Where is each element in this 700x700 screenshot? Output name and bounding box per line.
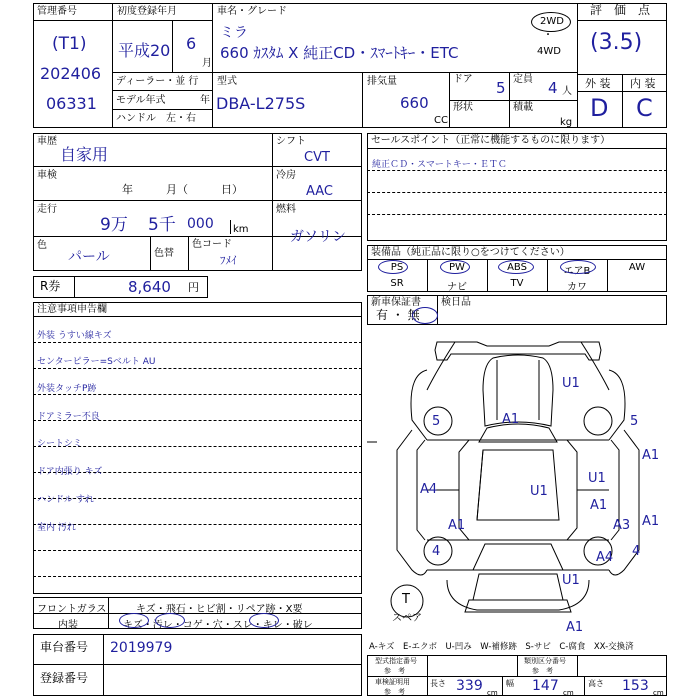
note-item: センターピラー=Sベルト AU	[37, 357, 156, 367]
damage-mark: U1	[530, 484, 548, 499]
note-item: シートシミ	[37, 439, 83, 449]
damage-mark: A3	[613, 518, 631, 533]
ac-label: 冷房	[276, 170, 296, 181]
divider	[212, 3, 213, 128]
divider	[74, 276, 75, 298]
reg-number-label: 登録番号	[40, 671, 89, 685]
equipment-leather: カワ	[567, 282, 587, 293]
mileage-sen: 5千	[148, 215, 176, 235]
score-value: (3.5)	[590, 30, 643, 55]
reg-month: 6	[186, 34, 197, 53]
damage-mark: U1	[562, 376, 580, 391]
rcoupon-unit: 円	[188, 281, 199, 294]
length-label: 長さ	[430, 679, 446, 688]
divider	[502, 676, 503, 696]
drive-dot: ・	[543, 30, 553, 41]
divider	[367, 148, 667, 149]
equipment-navi: ナビ	[447, 282, 467, 293]
interior-cond-label: 内装	[58, 620, 78, 631]
score-label: 評 価 点	[590, 3, 651, 17]
cert-label: 車検証明用	[375, 678, 410, 686]
chassis-label: 車台番号	[40, 640, 89, 654]
interior-cond-value: キズ・汚レ・コゲ・穴・スレ・キレ・破レ	[123, 620, 313, 631]
divider	[33, 20, 112, 21]
type-label: 型式	[217, 76, 237, 87]
height-value: 153	[622, 678, 649, 694]
divider	[112, 109, 212, 110]
equipment-aw: AW	[628, 262, 646, 273]
spare-mark: T	[402, 592, 410, 607]
note-item: 外装タッチP跡	[37, 384, 97, 394]
divider	[427, 655, 428, 676]
color-value: パール	[68, 249, 110, 265]
displacement-unit: CC	[434, 115, 448, 126]
circle-mark	[155, 613, 185, 628]
divider	[108, 597, 109, 629]
divider	[509, 72, 510, 100]
rcoupon-label: R券	[40, 279, 61, 293]
height-unit: cm	[653, 689, 664, 697]
displacement-value: 660	[400, 94, 429, 112]
warranty-value: 有 ・ 無	[376, 308, 420, 322]
displacement-label: 排気量	[367, 76, 397, 87]
handle-label: ハンドル 左・右	[116, 113, 196, 124]
load-unit: kg	[560, 117, 573, 128]
name-label: 車名・グレード	[217, 6, 287, 17]
mileage-rest: 000	[187, 216, 214, 232]
damage-mark: 5	[432, 414, 441, 429]
damage-mark: 4	[432, 544, 441, 559]
exterior-grade: D	[590, 94, 609, 122]
history-label: 車歴	[37, 136, 57, 147]
chassis-value: 2019979	[110, 640, 173, 656]
ac-value: AAC	[306, 184, 333, 199]
color-code-value: ﾌﾒｲ	[220, 254, 237, 267]
divider	[577, 3, 578, 128]
color-label: 色	[37, 240, 47, 251]
fuel-value: ガソリン	[290, 229, 346, 245]
divider	[577, 655, 578, 676]
equipment-sr: SR	[390, 278, 404, 289]
note-item: 室内 汚れ	[37, 523, 76, 533]
damage-mark: A1	[642, 514, 660, 529]
circle-mark	[249, 613, 279, 628]
shape-label: 形状	[453, 102, 473, 113]
damage-mark: A1	[502, 412, 520, 427]
mileage-label: 走行	[37, 204, 57, 215]
type-value: DBA-L275S	[216, 94, 306, 113]
door-label: ドア	[453, 74, 473, 85]
capacity-value: 4	[548, 79, 558, 97]
damage-mark: U1	[562, 573, 580, 588]
spare-label: スペア	[392, 613, 422, 624]
note-item: ドア内張り キズ	[37, 467, 103, 477]
width-unit: cm	[563, 689, 574, 697]
notes-rule	[33, 368, 362, 369]
divider	[509, 100, 510, 128]
height-label: 高さ	[588, 679, 604, 688]
divider	[112, 20, 212, 21]
date-label: 検日品	[441, 297, 471, 308]
drive-2wd: 2WD	[540, 16, 564, 27]
ref-label-3: 参 考	[384, 688, 405, 696]
divider	[367, 676, 667, 677]
divider	[103, 634, 104, 696]
length-unit: cm	[487, 689, 498, 697]
damage-legend: A-キズ E-エクボ U-凹み W-補修跡 S-サビ C-腐食 XX-交換済	[369, 642, 634, 652]
sales-rule	[367, 214, 667, 215]
circle-mark	[378, 260, 408, 274]
color-code-label: 色コード	[192, 239, 232, 250]
reg-era: 平成20	[118, 41, 171, 60]
category-label: 類別区分番号	[524, 657, 566, 665]
notes-rule	[33, 576, 362, 577]
fuel-label: 燃料	[276, 204, 296, 215]
circle-mark	[498, 260, 534, 274]
kanri-number-2: 06331	[46, 94, 97, 113]
shift-value: CVT	[304, 150, 330, 165]
interior-grade: C	[636, 94, 653, 122]
sales-rule	[367, 170, 667, 171]
kanri-number-1: 202406	[40, 64, 102, 83]
damage-mark: A4	[596, 550, 614, 565]
damage-mark: 5	[630, 414, 639, 429]
color-change-label: 色替	[154, 248, 174, 259]
divider	[427, 676, 428, 696]
damage-mark: U1	[588, 471, 606, 486]
equipment-tv: TV	[510, 278, 524, 289]
model-year-label: モデル年式	[116, 95, 166, 106]
sales-frame	[367, 133, 667, 241]
capacity-unit: 人	[562, 86, 572, 97]
car-grade: 660 ｶｽﾀﾑ X 純正CD・ｽﾏｰﾄｷｰ・ETC	[220, 44, 459, 62]
sales-title: セールスポイント（正常に機能するものに限ります）	[371, 135, 611, 146]
equipment-pw: PW	[449, 262, 465, 273]
divider	[437, 295, 438, 325]
note-item: ハンドル すれ	[37, 495, 94, 505]
damage-mark: 4	[632, 544, 641, 559]
notes-rule	[33, 342, 362, 343]
divider	[622, 74, 623, 128]
divider	[584, 676, 585, 696]
divider	[112, 90, 212, 91]
model-year-unit: 年	[200, 95, 210, 106]
reg-label: 初度登録年月	[117, 6, 177, 17]
notes-title: 注意事項申告欄	[37, 304, 107, 315]
load-label: 積載	[513, 102, 533, 113]
reg-month-unit: 月	[202, 58, 212, 69]
ref-label-1: 参 考	[384, 667, 405, 675]
equipment-airbag: エアB	[563, 266, 591, 277]
divider	[517, 655, 518, 676]
car-name: ミラ	[220, 25, 248, 41]
divider	[33, 166, 362, 167]
circle-mark	[412, 307, 438, 324]
sales-line: 純正ＣＤ・スマートキー・ＥＴＣ	[372, 160, 507, 170]
damage-mark: A4	[420, 482, 438, 497]
width-label: 幅	[506, 679, 514, 688]
equipment-title: 装備品（純正品に限り○をつけてください）	[371, 247, 570, 258]
sales-rule	[367, 192, 667, 193]
divider	[577, 20, 667, 21]
dealer-label: ディーラー・並 行	[116, 76, 199, 87]
front-glass-value: キズ・飛石・ヒビ割・リペア跡・X要	[136, 604, 303, 615]
shaken-label: 車検	[37, 170, 57, 181]
note-item: ドアミラー不良	[37, 412, 100, 422]
divider	[33, 316, 362, 317]
circle-mark	[560, 260, 596, 274]
shaken-format: 年 月（ 日）	[122, 183, 243, 196]
length-value: 339	[456, 678, 483, 694]
ref-label-2: 参 考	[532, 667, 553, 675]
type-designation-label: 型式指定番号	[375, 657, 417, 665]
divider	[172, 20, 173, 72]
door-value: 5	[496, 79, 506, 97]
divider	[362, 72, 363, 128]
divider	[33, 664, 362, 665]
divider	[272, 133, 273, 271]
damage-mark: A1	[566, 620, 584, 635]
interior-label: 内 装	[630, 77, 656, 90]
divider	[150, 236, 151, 271]
car-diagram	[367, 330, 667, 630]
rcoupon-value: 8,640	[128, 278, 171, 296]
mileage-unit: km	[233, 224, 249, 235]
width-value: 147	[532, 678, 559, 694]
damage-mark: A1	[448, 518, 466, 533]
notes-rule	[33, 446, 362, 447]
kanri-label: 管理番号	[37, 6, 77, 17]
notes-rule	[33, 524, 362, 525]
mileage-man: 9万	[100, 215, 128, 235]
divider	[33, 200, 362, 201]
capacity-label: 定員	[513, 74, 533, 85]
divider	[188, 236, 189, 271]
front-glass-label: フロントガラス	[37, 604, 107, 615]
divider	[112, 72, 212, 73]
kanri-code: (T1)	[52, 34, 87, 54]
drive-4wd: 4WD	[537, 46, 561, 57]
divider	[449, 100, 577, 101]
history-value: 自家用	[60, 145, 109, 164]
note-item: 外装 うすい線キズ	[37, 331, 112, 341]
divider	[212, 72, 577, 73]
shift-label: シフト	[276, 136, 306, 147]
notes-rule	[33, 394, 362, 395]
damage-mark: A1	[590, 498, 608, 513]
circle-mark	[119, 613, 149, 628]
warranty-label: 新車保証書	[371, 297, 421, 308]
equipment-ps: PS	[390, 262, 404, 273]
circle-mark	[440, 260, 470, 274]
equipment-abs: ABS	[507, 262, 527, 273]
notes-rule	[33, 550, 362, 551]
exterior-label: 外 装	[585, 77, 611, 90]
damage-mark: A1	[642, 448, 660, 463]
